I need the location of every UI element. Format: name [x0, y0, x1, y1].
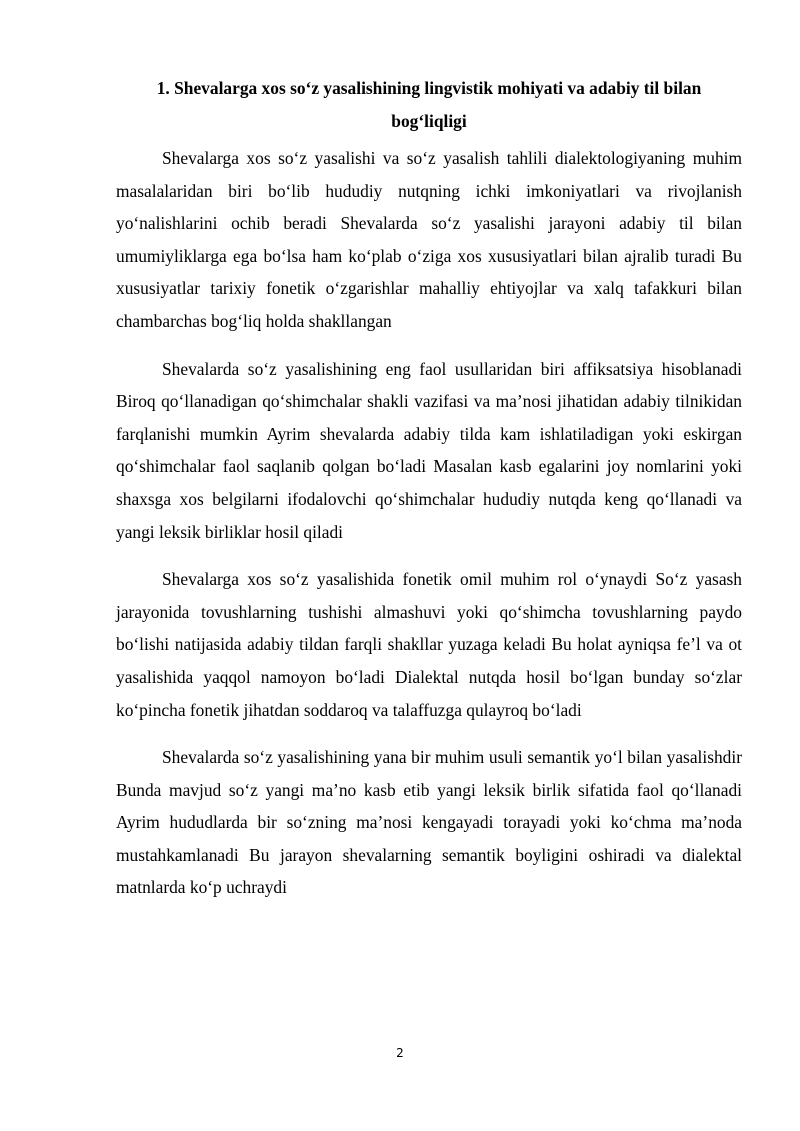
section-title: 1. Shevalarga xos so‘z yasalishining lingvistik mohiyati va adabiy til bilan bog‘liqligi — [156, 78, 702, 131]
paragraph-3: Shevalarga xos so‘z yasalishida fonetik omil muhim rol o‘ynaydi So‘z yasash jarayonida tovushlarning tushishi almashuvi yoki qo‘shimcha tovushlarning paydo bo‘lishi natijasida adabiy tildan farqli shakllar yuzaga keladi Bu holat ayniqsa fe’l va ot yasalishida yaqqol namoyon bo‘ladi Dialektal nutqda hosil bo‘lgan bunday so‘zlar ko‘pincha fonetik jihatdan soddaroq va talaffuzga qulayroq bo‘ladi — [116, 569, 742, 720]
page-content — [116, 72, 742, 919]
paragraph-2: Shevalarda so‘z yasalishining eng faol usullaridan biri affiksatsiya hisoblanadi Biroq qo‘llanadigan qo‘shimchalar shakli vazifasi va ma’nosi jihatidan adabiy tilnikidan farqlanishi mumkin Ayrim shevalarda adabiy tilda kam ishlatiladigan yoki eskirgan qo‘shimchalar faol saqlanib qolgan bo‘ladi Masalan kasb egalarini joy nomlarini yoki shaxsga xos belgilarni ifodalovchi qo‘shimchalar hududiy nutqda keng qo‘llanadi va yangi leksik birliklar hosil qiladi — [116, 358, 742, 542]
page-number: 2 — [396, 1046, 404, 1060]
paragraph-1: Shevalarga xos so‘z yasalishi va so‘z yasalish tahlili dialektologiyaning muhim masalalaridan biri bo‘lib hududiy nutqning ichki imkoniyatlari va rivojlanish yo‘nalishlarini ochib beradi Shevalarda so‘z yasalishi jarayoni adabiy til bilan umumiyliklarga ega bo‘lsa ham ko‘plab o‘ziga xos xususiyatlari bilan ajralib turadi Bu xususiyatlar tarixiy fonetik o‘zgarishlar mahalliy ehtiyojlar va xalq tafakkuri bilan chambarchas bog‘liq holda shakllangan — [116, 148, 742, 331]
paragraph-4: Shevalarda so‘z yasalishining yana bir muhim usuli semantik yo‘l bilan yasalishdir Bunda mavjud so‘z yangi ma’no kasb etib yangi leksik birlik sifatida faol qo‘llanadi Ayrim hududlarda bir so‘zning ma’nosi kengayadi torayadi yoki ko‘chma ma’noda mustahkamlanadi Bu jarayon shevalarning semantik boyligini oshiradi va dialektal matnlarda ko‘p uchraydi — [116, 747, 742, 898]
